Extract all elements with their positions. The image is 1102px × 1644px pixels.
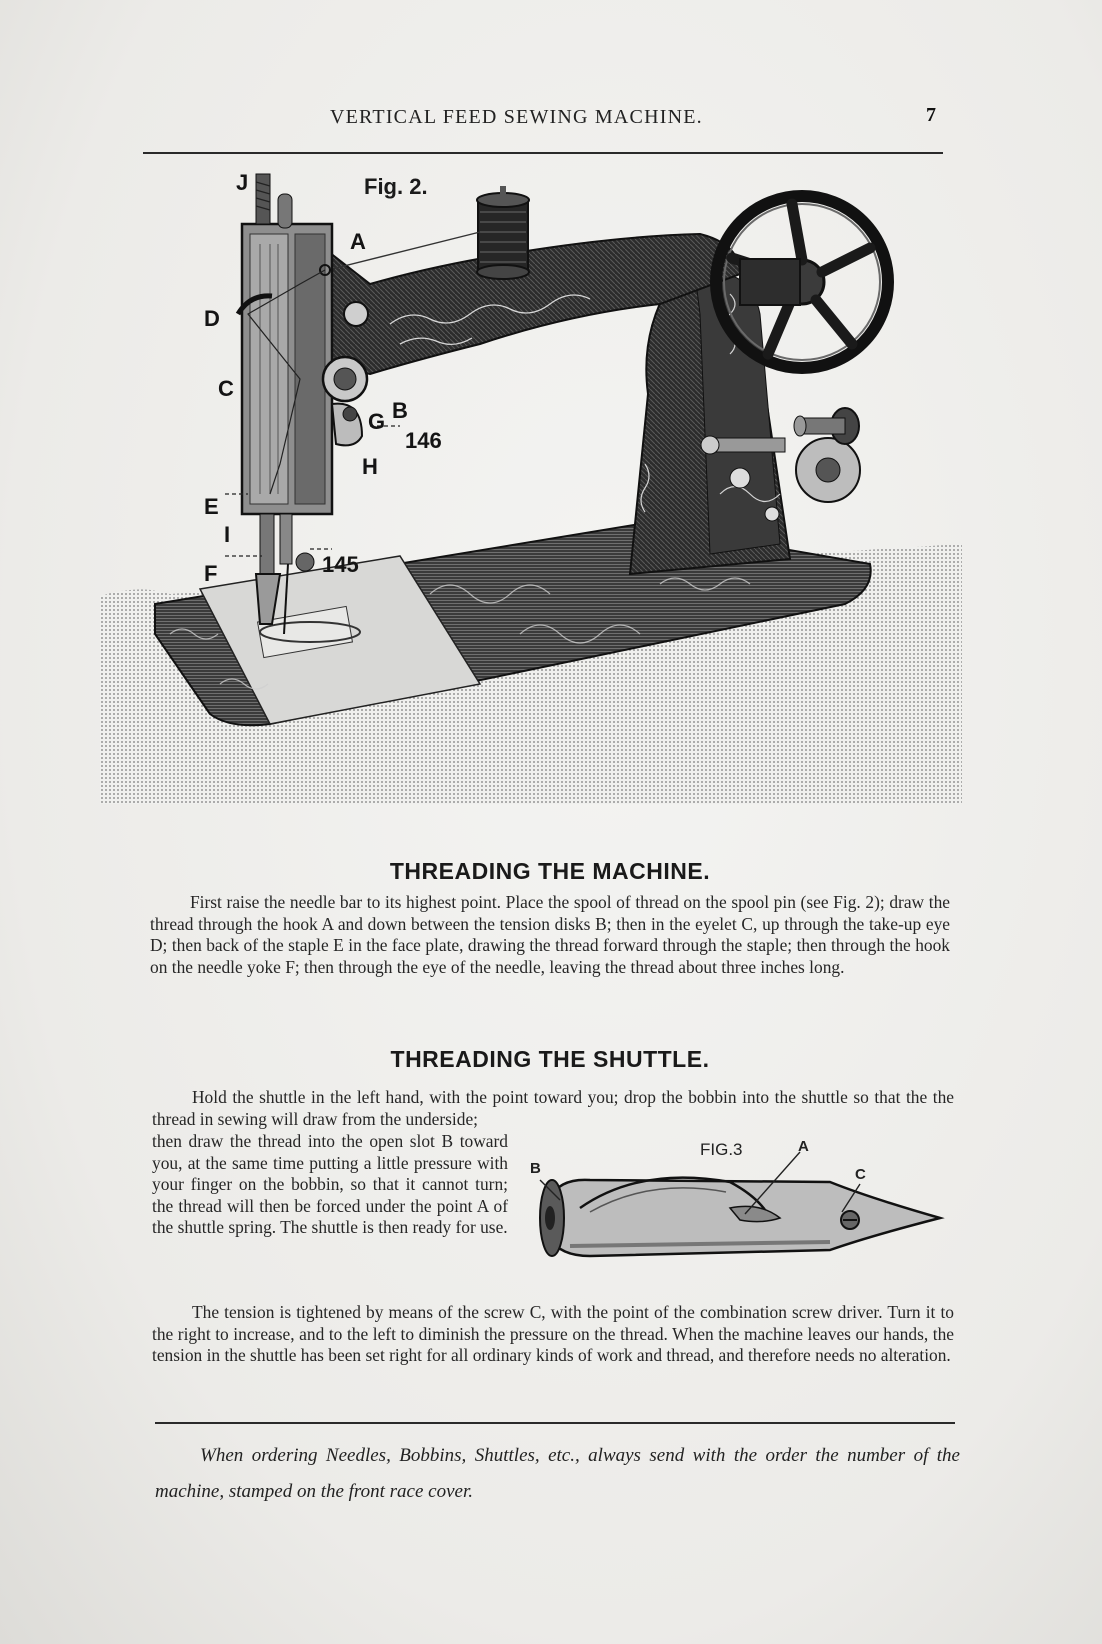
callout-e: E: [204, 494, 219, 519]
threading-shuttle-intro: Hold the shuttle in the left hand, with the point toward you; drop the bobbin into the shuttle so that the the thread in sewing will draw from the underside;: [152, 1087, 954, 1129]
figure-2-sewing-machine: [100, 164, 962, 844]
fig3-callout-c: C: [855, 1166, 866, 1183]
ordering-note: When ordering Needles, Bobbins, Shuttles, etc., always send with the order the number of the machine, stamped on the front race cover.: [155, 1445, 960, 1502]
callout-b: B: [392, 398, 408, 423]
fig3-callout-a: A: [798, 1138, 809, 1155]
callout-f: F: [204, 561, 218, 586]
sewing-machine-illustration: [100, 164, 962, 844]
fig3-callout-b: B: [530, 1160, 541, 1177]
running-title: VERTICAL FEED SEWING MACHINE.: [330, 106, 703, 128]
callout-145: 145: [322, 552, 359, 577]
callout-j: J: [236, 170, 249, 195]
page-number: 7: [926, 104, 936, 126]
figure-3-label: FIG.3: [700, 1140, 743, 1159]
shuttle-tension-paragraph: The tension is tightened by means of the screw C, with the point of the combination screw driver. Turn it to the right to increase, and to the left to diminish the pressure on the thread. When the machine leaves our hands, the tension in the shuttle has been set right for all ordinary kinds of work and thread, and therefore needs no alteration.: [152, 1302, 954, 1366]
figure-2-label: Fig. 2.: [364, 174, 428, 199]
callout-i: I: [224, 522, 231, 547]
threading-shuttle-side-text: then draw the thread into the open slot B toward you, at the same time putting a little pressure with your finger on the bobbin, so that it cannot turn; the thread will then be forced under the point A of the shuttle spring. The shuttle is then ready for use.: [152, 1131, 508, 1238]
footnote-rule: [155, 1422, 955, 1424]
callout-c: C: [218, 376, 234, 401]
callout-g: G: [368, 409, 386, 434]
figure-3-shuttle: [530, 1138, 950, 1288]
threading-machine-paragraph: First raise the needle bar to its highest point. Place the spool of thread on the spool pin (see Fig. 2); draw the thread through the hook A and down between the tension disks B; then in the eyelet C, up through the take-up eye D; then back of the staple E in the face plate, drawing the thread forward through the staple; then through the hook on the needle yoke F; then through the eye of the needle, leaving the thread about three inches long.: [150, 892, 950, 977]
section-title-threading-machine: THREADING THE MACHINE.: [389, 858, 711, 884]
callout-d: D: [204, 306, 220, 331]
section-title-threading-shuttle: THREADING THE SHUTTLE.: [390, 1046, 710, 1072]
shuttle-illustration: [530, 1138, 950, 1288]
header-rule: [143, 152, 943, 154]
callout-h: H: [362, 454, 378, 479]
callout-a: A: [350, 229, 366, 254]
callout-146: 146: [405, 428, 442, 453]
